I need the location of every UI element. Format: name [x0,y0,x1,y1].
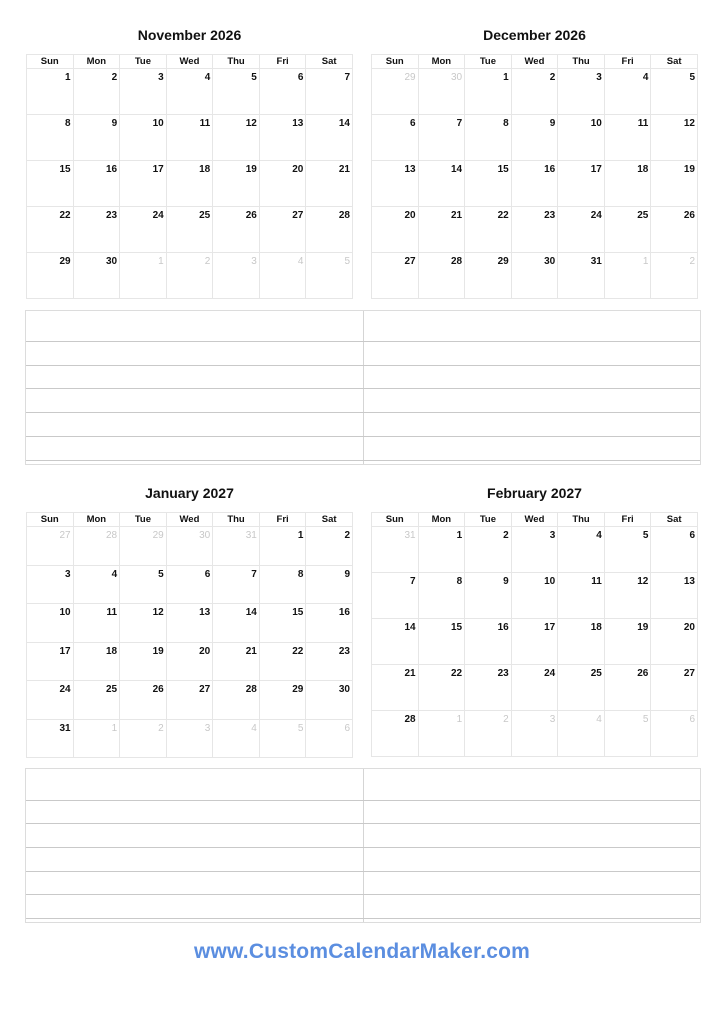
day-cell-adjacent-month[interactable]: 3 [511,711,558,757]
month-february-2027 [371,484,698,756]
day-cell[interactable]: 16 [306,604,353,643]
day-cell[interactable]: 16 [73,161,120,207]
day-cell[interactable]: 14 [213,604,260,643]
weekday-label: Thu [213,513,260,527]
day-cell[interactable]: 28 [372,711,419,757]
day-cell[interactable]: 19 [604,619,651,665]
day-cell[interactable]: 1 [418,527,465,573]
weekday-label: Mon [73,513,120,527]
day-cell[interactable]: 5 [120,565,167,604]
day-cell[interactable]: 9 [306,565,353,604]
month-title: January 2027 [145,485,234,501]
day-cell[interactable]: 8 [418,573,465,619]
week-row [372,69,698,115]
weekday-label: Wed [511,513,558,527]
week-row [27,69,353,115]
week-row [27,642,353,681]
day-cell[interactable]: 18 [604,161,651,207]
day-cell[interactable]: 21 [306,161,353,207]
day-cell-adjacent-month[interactable]: 3 [213,253,260,299]
notes-line [26,412,700,413]
day-cell-adjacent-month[interactable]: 4 [558,711,605,757]
weekday-label: Thu [213,55,260,69]
day-cell[interactable]: 23 [465,665,512,711]
day-cell[interactable]: 14 [372,619,419,665]
weekday-label: Fri [259,55,306,69]
day-cell-adjacent-month[interactable]: 4 [259,253,306,299]
day-cell[interactable]: 25 [166,207,213,253]
day-cell[interactable]: 24 [558,207,605,253]
day-cell[interactable]: 17 [558,161,605,207]
day-cell-adjacent-month[interactable]: 30 [166,527,213,566]
week-row [27,115,353,161]
day-cell[interactable]: 21 [372,665,419,711]
day-cell[interactable]: 6 [259,69,306,115]
day-cell[interactable]: 28 [306,207,353,253]
day-cell[interactable]: 10 [120,115,167,161]
day-cell-adjacent-month[interactable]: 31 [372,527,419,573]
day-cell-adjacent-month[interactable]: 27 [27,527,74,566]
day-cell[interactable]: 31 [558,253,605,299]
weekday-label: Sun [372,513,419,527]
day-cell[interactable]: 6 [651,527,698,573]
day-cell[interactable]: 12 [651,115,698,161]
day-cell[interactable]: 18 [73,642,120,681]
day-cell[interactable]: 10 [27,604,74,643]
notes-line [26,871,700,872]
day-cell[interactable]: 22 [465,207,512,253]
day-cell[interactable]: 24 [511,665,558,711]
day-cell[interactable]: 13 [372,161,419,207]
day-cell-adjacent-month[interactable]: 5 [604,711,651,757]
week-row [27,719,353,758]
day-cell[interactable]: 12 [213,115,260,161]
day-cell[interactable]: 4 [604,69,651,115]
day-cell[interactable]: 12 [120,604,167,643]
day-cell[interactable]: 1 [259,527,306,566]
day-cell[interactable]: 7 [418,115,465,161]
day-cell[interactable]: 18 [558,619,605,665]
month-title: February 2027 [487,485,582,501]
weekday-label: Sat [651,513,698,527]
day-cell[interactable]: 26 [213,207,260,253]
weekday-label: Tue [465,55,512,69]
day-cell[interactable]: 9 [73,115,120,161]
week-row [372,253,698,299]
day-cell[interactable]: 4 [558,527,605,573]
day-cell[interactable]: 22 [259,642,306,681]
day-cell[interactable]: 3 [558,69,605,115]
calendar-grid [26,512,353,758]
day-cell[interactable]: 8 [259,565,306,604]
calendar-grid [371,512,698,757]
day-cell[interactable]: 11 [73,604,120,643]
day-cell[interactable]: 19 [120,642,167,681]
day-cell-adjacent-month[interactable]: 1 [120,253,167,299]
day-cell[interactable]: 9 [465,573,512,619]
day-cell[interactable]: 23 [306,642,353,681]
month-title: November 2026 [137,27,242,43]
weekday-label: Thu [558,55,605,69]
day-cell[interactable]: 20 [372,207,419,253]
week-row [27,604,353,643]
day-cell[interactable]: 3 [27,565,74,604]
day-cell[interactable]: 25 [558,665,605,711]
day-cell[interactable]: 23 [73,207,120,253]
day-cell[interactable]: 17 [120,161,167,207]
day-cell[interactable]: 10 [558,115,605,161]
day-cell[interactable]: 4 [166,69,213,115]
calendar-grid [26,54,353,299]
day-cell-adjacent-month[interactable]: 3 [166,719,213,758]
day-cell[interactable]: 15 [418,619,465,665]
week-row [372,665,698,711]
day-cell[interactable]: 7 [372,573,419,619]
day-cell[interactable]: 23 [511,207,558,253]
notes-line [26,365,700,366]
day-cell[interactable]: 13 [651,573,698,619]
day-cell[interactable]: 20 [259,161,306,207]
day-cell-adjacent-month[interactable]: 4 [213,719,260,758]
day-cell[interactable]: 2 [306,527,353,566]
weekday-label: Tue [120,513,167,527]
weekday-label: Sat [651,55,698,69]
day-cell[interactable]: 28 [213,681,260,720]
day-cell[interactable]: 2 [511,69,558,115]
day-cell-adjacent-month[interactable]: 2 [166,253,213,299]
day-cell[interactable]: 10 [511,573,558,619]
day-cell[interactable]: 25 [604,207,651,253]
day-cell-adjacent-month[interactable]: 1 [604,253,651,299]
weekday-label: Tue [465,513,512,527]
day-cell[interactable]: 13 [259,115,306,161]
day-cell[interactable]: 4 [73,565,120,604]
day-cell[interactable]: 27 [372,253,419,299]
week-row [372,207,698,253]
day-cell[interactable]: 9 [511,115,558,161]
notes-line [26,894,700,895]
day-cell-adjacent-month[interactable]: 5 [306,253,353,299]
day-cell[interactable]: 3 [120,69,167,115]
calendar-grid [371,54,698,299]
day-cell[interactable]: 30 [511,253,558,299]
day-cell[interactable]: 5 [213,69,260,115]
day-cell[interactable]: 29 [465,253,512,299]
weekday-label: Wed [166,513,213,527]
weekday-label: Fri [604,55,651,69]
notes-line [26,847,700,848]
weekday-label: Wed [511,55,558,69]
day-cell[interactable]: 29 [27,253,74,299]
weekday-label: Sat [306,55,353,69]
weekday-label: Sat [306,513,353,527]
day-cell[interactable]: 14 [306,115,353,161]
week-row [27,527,353,566]
day-cell[interactable]: 19 [651,161,698,207]
day-cell-adjacent-month[interactable]: 6 [651,711,698,757]
day-cell[interactable]: 26 [651,207,698,253]
weekday-label: Sun [372,55,419,69]
day-cell[interactable]: 27 [259,207,306,253]
weekday-label: Mon [418,55,465,69]
week-row [27,161,353,207]
notes-line [26,436,700,437]
month-december-2026 [371,26,698,298]
day-cell[interactable]: 5 [604,527,651,573]
weekday-label: Tue [120,55,167,69]
week-row [372,161,698,207]
day-cell[interactable]: 11 [166,115,213,161]
weekday-label: Fri [259,513,306,527]
day-cell-adjacent-month[interactable]: 1 [73,719,120,758]
weekday-header-row [27,55,353,69]
weekday-header-row [27,513,353,527]
day-cell[interactable]: 8 [27,115,74,161]
day-cell[interactable]: 17 [27,642,74,681]
day-cell-adjacent-month[interactable]: 2 [465,711,512,757]
day-cell[interactable]: 21 [418,207,465,253]
day-cell[interactable]: 28 [418,253,465,299]
day-cell[interactable]: 26 [604,665,651,711]
day-cell[interactable]: 18 [166,161,213,207]
day-cell[interactable]: 1 [27,69,74,115]
day-cell-adjacent-month[interactable]: 2 [120,719,167,758]
weekday-label: Thu [558,513,605,527]
week-row [372,711,698,757]
notes-line [26,341,700,342]
day-cell[interactable]: 2 [465,527,512,573]
day-cell[interactable]: 22 [418,665,465,711]
weekday-label: Mon [418,513,465,527]
website-watermark: www.CustomCalendarMaker.com [193,940,531,963]
day-cell[interactable]: 19 [213,161,260,207]
weekday-label: Wed [166,55,213,69]
day-cell[interactable]: 30 [73,253,120,299]
weekday-label: Mon [73,55,120,69]
weekday-header-row [372,55,698,69]
day-cell[interactable]: 6 [372,115,419,161]
week-row [372,573,698,619]
day-cell[interactable]: 13 [166,604,213,643]
notes-line [26,460,700,461]
notes-line [26,388,700,389]
notes-line [26,918,700,919]
day-cell[interactable]: 11 [604,115,651,161]
notes-area-top[interactable] [25,310,701,465]
day-cell[interactable]: 17 [511,619,558,665]
day-cell[interactable]: 27 [651,665,698,711]
day-cell[interactable]: 6 [166,565,213,604]
day-cell[interactable]: 15 [259,604,306,643]
notes-area-bottom[interactable] [25,768,701,923]
day-cell[interactable]: 14 [418,161,465,207]
day-cell[interactable]: 7 [213,565,260,604]
weekday-label: Fri [604,513,651,527]
day-cell[interactable]: 20 [651,619,698,665]
day-cell[interactable]: 16 [511,161,558,207]
week-row [372,527,698,573]
day-cell[interactable]: 1 [465,69,512,115]
week-row [27,207,353,253]
weekday-header-row [372,513,698,527]
day-cell[interactable]: 3 [511,527,558,573]
notes-line [26,800,700,801]
day-cell-adjacent-month[interactable]: 28 [73,527,120,566]
month-january-2027 [26,484,353,757]
day-cell[interactable]: 5 [651,69,698,115]
notes-divider [363,769,364,922]
day-cell[interactable]: 29 [259,681,306,720]
day-cell[interactable]: 24 [120,207,167,253]
month-november-2026 [26,26,353,298]
week-row [372,115,698,161]
week-row [27,565,353,604]
day-cell[interactable]: 24 [27,681,74,720]
day-cell[interactable]: 31 [27,719,74,758]
day-cell-adjacent-month[interactable]: 1 [418,711,465,757]
weekday-label: Sun [27,513,74,527]
day-cell[interactable]: 21 [213,642,260,681]
day-cell[interactable]: 7 [306,69,353,115]
day-cell-adjacent-month[interactable]: 29 [120,527,167,566]
day-cell[interactable]: 26 [120,681,167,720]
day-cell-adjacent-month[interactable]: 30 [418,69,465,115]
weekday-label: Sun [27,55,74,69]
day-cell[interactable]: 20 [166,642,213,681]
day-cell[interactable]: 27 [166,681,213,720]
week-row [27,253,353,299]
day-cell-adjacent-month[interactable]: 2 [651,253,698,299]
day-cell[interactable]: 22 [27,207,74,253]
day-cell[interactable]: 12 [604,573,651,619]
day-cell-adjacent-month[interactable]: 5 [259,719,306,758]
day-cell[interactable]: 16 [465,619,512,665]
month-title: December 2026 [483,27,586,43]
day-cell[interactable]: 8 [465,115,512,161]
day-cell[interactable]: 15 [27,161,74,207]
day-cell[interactable]: 30 [306,681,353,720]
day-cell[interactable]: 25 [73,681,120,720]
day-cell-adjacent-month[interactable]: 29 [372,69,419,115]
notes-line [26,823,700,824]
day-cell-adjacent-month[interactable]: 6 [306,719,353,758]
day-cell-adjacent-month[interactable]: 31 [213,527,260,566]
week-row [27,681,353,720]
day-cell[interactable]: 11 [558,573,605,619]
day-cell[interactable]: 15 [465,161,512,207]
week-row [372,619,698,665]
day-cell[interactable]: 2 [73,69,120,115]
